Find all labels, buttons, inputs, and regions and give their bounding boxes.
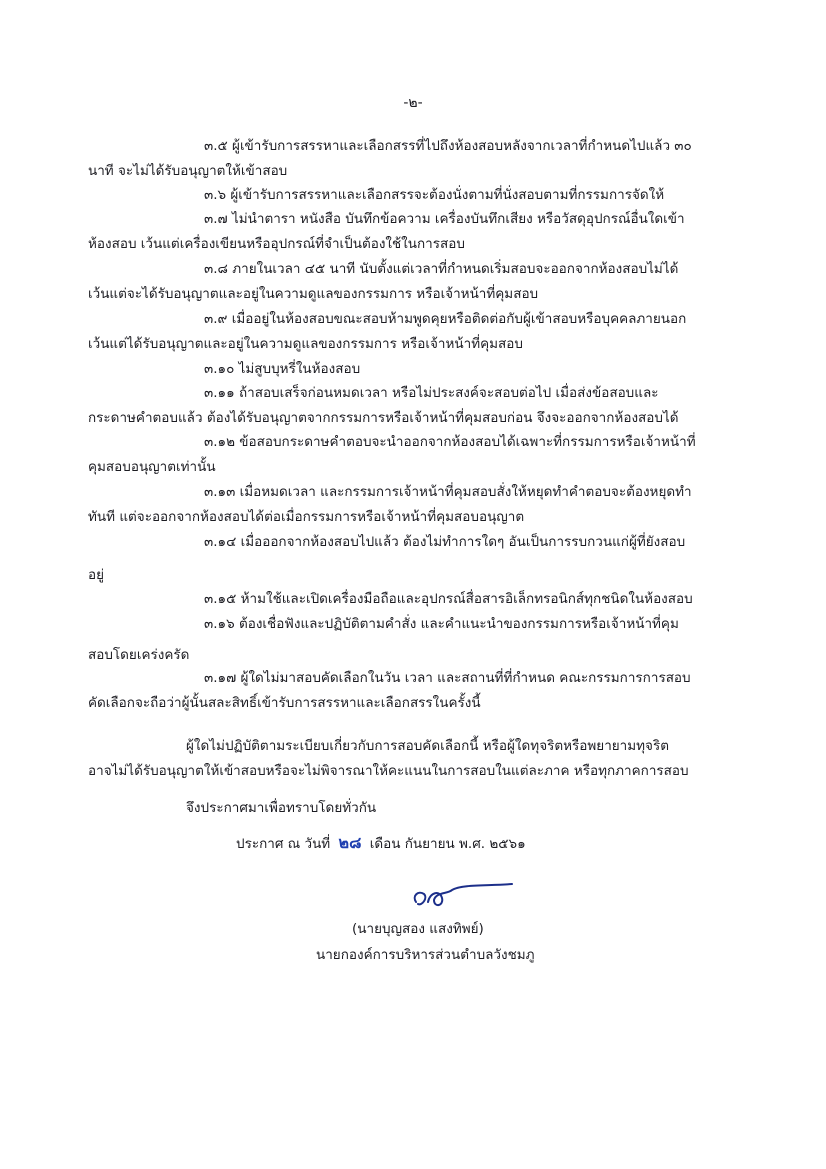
clause-line: ๓.๖ ผู้เข้ารับการสรรหาและเลือกสรรจะต้องนั่งตามที่นั่งสอบตามที่กรรมการจัดให้ bbox=[204, 187, 665, 203]
clause-line: ๓.๑๓ เมื่อหมดเวลา และกรรมการเจ้าหน้าที่คุมสอบสั่งให้หยุดทำคำตอบจะต้องหยุดทำ bbox=[204, 484, 692, 500]
signature-mark bbox=[408, 876, 518, 916]
clause-3-5 bbox=[88, 134, 728, 183]
clause-3-14 bbox=[88, 530, 728, 587]
clause-line: อยู่ bbox=[88, 566, 105, 583]
clause-line: เว้นแต่จะได้รับอนุญาตและอยู่ในความดูแลของกรรมการ หรือเจ้าหน้าที่คุมสอบ bbox=[88, 285, 539, 302]
clause-line: สอบโดยเคร่งครัด bbox=[88, 646, 190, 663]
clause-3-10 bbox=[88, 357, 728, 382]
clause-3-17 bbox=[88, 666, 728, 715]
penalty-line: ผู้ใดไม่ปฏิบัติตามระเบียบเกี่ยวกับการสอบคัดเลือกนี้ หรือผู้ใดทุจริตหรือพยายามทุจริต bbox=[186, 738, 669, 754]
clause-3-12 bbox=[88, 430, 728, 479]
clause-3-15 bbox=[88, 587, 728, 612]
clause-3-11 bbox=[88, 381, 728, 430]
date-prefix: ประกาศ ณ วันที่ bbox=[236, 836, 331, 852]
clause-line: ๓.๑๑ ถ้าสอบเสร็จก่อนหมดเวลา หรือไม่ประสงค์จะสอบต่อไป เมื่อส่งข้อสอบและ bbox=[204, 385, 659, 401]
announcement: จึงประกาศมาเพื่อทราบโดยทั่วกัน bbox=[186, 800, 377, 816]
penalty-paragraph bbox=[88, 734, 728, 783]
clause-line: ห้องสอบ เว้นแต่เครื่องเขียนหรืออุปกรณ์ที่จำเป็นต้องใช้ในการสอบ bbox=[88, 235, 465, 252]
clause-line: ทันที แต่จะออกจากห้องสอบได้ต่อเมื่อกรรมการหรือเจ้าหน้าที่คุมสอบอนุญาต bbox=[88, 508, 525, 525]
clause-line: คัดเลือกจะถือว่าผู้นั้นสละสิทธิ์เข้ารับการสรรหาและเลือกสรรในครั้งนี้ bbox=[88, 694, 481, 711]
clause-3-16 bbox=[88, 612, 728, 667]
date-day: ๒๘ bbox=[338, 833, 362, 852]
clause-line: คุมสอบอนุญาตเท่านั้น bbox=[88, 458, 216, 475]
page-number: -๒- bbox=[403, 95, 423, 111]
date-month-year: เดือน กันยายน พ.ศ. ๒๕๖๑ bbox=[369, 836, 526, 852]
signer-position: นายกองค์การบริหารส่วนตำบลวังชมภู bbox=[316, 947, 535, 963]
clause-line: ๓.๑๖ ต้องเชื่อฟังและปฏิบัติตามคำสั่ง และคำแนะนำของกรรมการหรือเจ้าหน้าที่คุม bbox=[204, 616, 679, 632]
clause-line: ๓.๘ ภายในเวลา ๔๕ นาที นับตั้งแต่เวลาที่กำหนดเริ่มสอบจะออกจากห้องสอบไม่ได้ bbox=[204, 261, 679, 277]
clause-line: ๓.๑๒ ข้อสอบกระดาษคำตอบจะนำออกจากห้องสอบได้เฉพาะที่กรรมการหรือเจ้าหน้าที่ bbox=[204, 434, 696, 450]
clause-3-13 bbox=[88, 480, 728, 529]
clause-line: ๓.๑๗ ผู้ใดไม่มาสอบคัดเลือกในวัน เวลา และสถานที่ที่กำหนด คณะกรรมการการสอบ bbox=[204, 670, 691, 686]
clause-line: ๓.๗ ไม่นำตารา หนังสือ บันทึกข้อความ เครื่องบันทึกเสียง หรือวัสดุอุปกรณ์อื่นใดเข้า bbox=[204, 211, 685, 227]
signer-name: (นายบุญสอง แสงทิพย์) bbox=[352, 921, 484, 937]
clause-line: เว้นแต่ได้รับอนุญาตและอยู่ในความดูแลของกรรมการ หรือเจ้าหน้าที่คุมสอบ bbox=[88, 335, 523, 352]
clause-line: ๓.๑๔ เมื่อออกจากห้องสอบไปแล้ว ต้องไม่ทำการใดๆ อันเป็นการรบกวนแก่ผู้ที่ยังสอบ bbox=[204, 534, 686, 550]
clause-3-8 bbox=[88, 257, 728, 306]
clause-line: นาที จะไม่ได้รับอนุญาตให้เข้าสอบ bbox=[88, 162, 288, 179]
clause-3-7 bbox=[88, 207, 728, 256]
clause-line: ๓.๕ ผู้เข้ารับการสรรหาและเลือกสรรที่ไปถึงห้องสอบหลังจากเวลาที่กำหนดไปแล้ว ๓๐ bbox=[204, 138, 692, 154]
clause-line: กระดาษคำตอบแล้ว ต้องได้รับอนุญาตจากกรรมการหรือเจ้าหน้าที่คุมสอบก่อน จึงจะออกจากห้องสอบได้ bbox=[88, 409, 679, 426]
clause-line: ๓.๙ เมื่ออยู่ในห้องสอบขณะสอบห้ามพูดคุยหรือติดต่อกับผู้เข้าสอบหรือบุคคลภายนอก bbox=[204, 311, 687, 327]
clause-line: ๓.๑๐ ไม่สูบบุหรี่ในห้องสอบ bbox=[204, 361, 361, 377]
clause-3-6 bbox=[88, 183, 728, 208]
announcement-date bbox=[236, 831, 526, 856]
clause-line: ๓.๑๕ ห้ามใช้และเปิดเครื่องมือถือและอุปกรณ์สื่อสารอิเล็กทรอนิกส์ทุกชนิดในห้องสอบ bbox=[204, 591, 693, 607]
penalty-line: อาจไม่ได้รับอนุญาตให้เข้าสอบหรือจะไม่พิจารณาให้คะแนนในการสอบในแต่ละภาค หรือทุกภาคการสอบ bbox=[88, 762, 689, 779]
clause-3-9 bbox=[88, 307, 728, 356]
